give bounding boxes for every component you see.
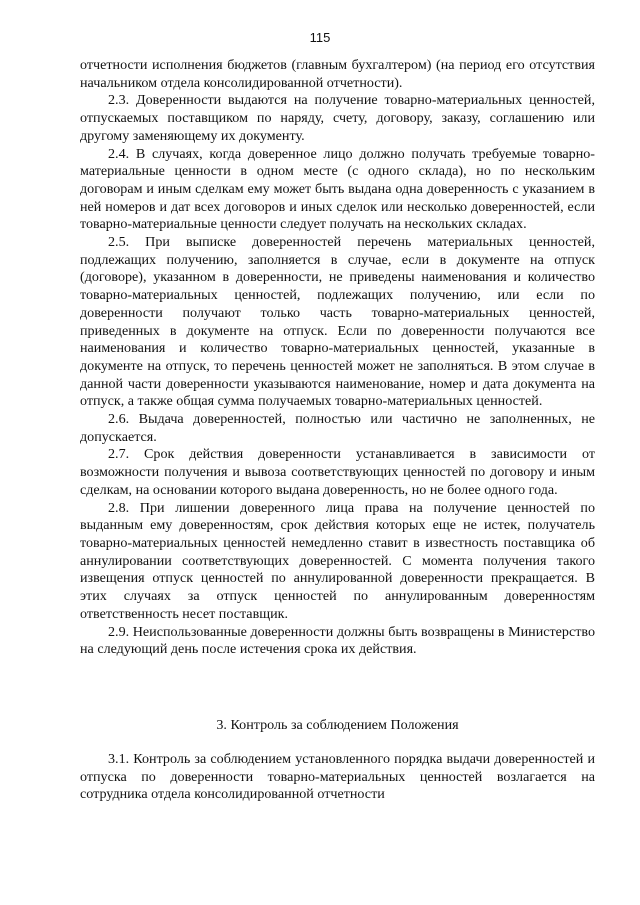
paragraph-2-9: 2.9. Неиспользованные доверенности должны быть возвращены в Министерство на следующий день после истечения срока их действия. xyxy=(80,623,595,658)
paragraph-2-4: 2.4. В случаях, когда доверенное лицо должно получать требуемые товарно-материальные ценности в одном месте (с одного склада), но по нескольким договорам и иным сделкам ему может быть выдана одна доверенность с указанием в ней номеров и дат всех договоров и иных сделок или несколько доверенностей, если товарно-материальные ценности следует получать на нескольких складах. xyxy=(80,145,595,233)
paragraph-2-3: 2.3. Доверенности выдаются на получение товарно-материальных ценностей, отпускаемых поставщиком по наряду, счету, договору, заказу, соглашению или другому заменяющему их документу. xyxy=(80,92,595,144)
paragraph-2-5: 2.5. При выписке доверенностей перечень материальных ценностей, подлежащих получению, заполняется в случае, если в документе на отпуск (договоре), указанном в доверенности, не приведены наименования и количество товарно-материальных ценностей, подлежащих получению, или если по доверенности получают только часть товарно-материальных ценностей, приведенных в документе на отпуск. Если по доверенности получаются все наименования и количество товарно-материальных ценностей, указанные в документе на отпуск, то перечень ценностей может не заполняться. В этом случае в данной части доверенности указываются наименование, номер и дата документа на отпуск, а также общая сумма получаемых товарно-материальных ценностей. xyxy=(80,234,595,410)
section-2-body xyxy=(80,57,595,659)
section-heading: 3. Контроль за соблюдением Положения xyxy=(216,717,459,733)
section-3-body xyxy=(80,751,595,804)
paragraph-2-7: 2.7. Срок действия доверенности устанавливается в зависимости от возможности получения и вывоза соответствующих ценностей по договору и иным сделкам, на основании которого выдана доверенность, но не более одного года. xyxy=(80,446,595,498)
paragraph-3-1: 3.1. Контроль за соблюдением установленного порядка выдачи доверенностей и отпуска по доверенности товарно-материальных ценностей возлагается на сотрудника отдела консолидированной отчетности xyxy=(80,751,595,803)
paragraph-2-8: 2.8. При лишении доверенного лица права на получение ценностей по выданным ему доверенностям, срок действия которых еще не истек, получатель товарно-материальных ценностей немедленно ставит в известность поставщика об аннулировании соответствующих доверенностей. С момента получения такого извещения отпуск ценностей по аннулированной доверенности прекращается. В этих случаях за отпуск ценностей по аннулированным доверенностям ответственность несет поставщик. xyxy=(80,499,595,622)
paragraph-continuation: отчетности исполнения бюджетов (главным бухгалтером) (на период его отсутствия начальником отдела консолидированной отчетности). xyxy=(80,57,595,91)
paragraph-2-6: 2.6. Выдача доверенностей, полностью или частично не заполненных, не допускается. xyxy=(80,411,595,445)
page-number: 115 xyxy=(309,30,331,45)
